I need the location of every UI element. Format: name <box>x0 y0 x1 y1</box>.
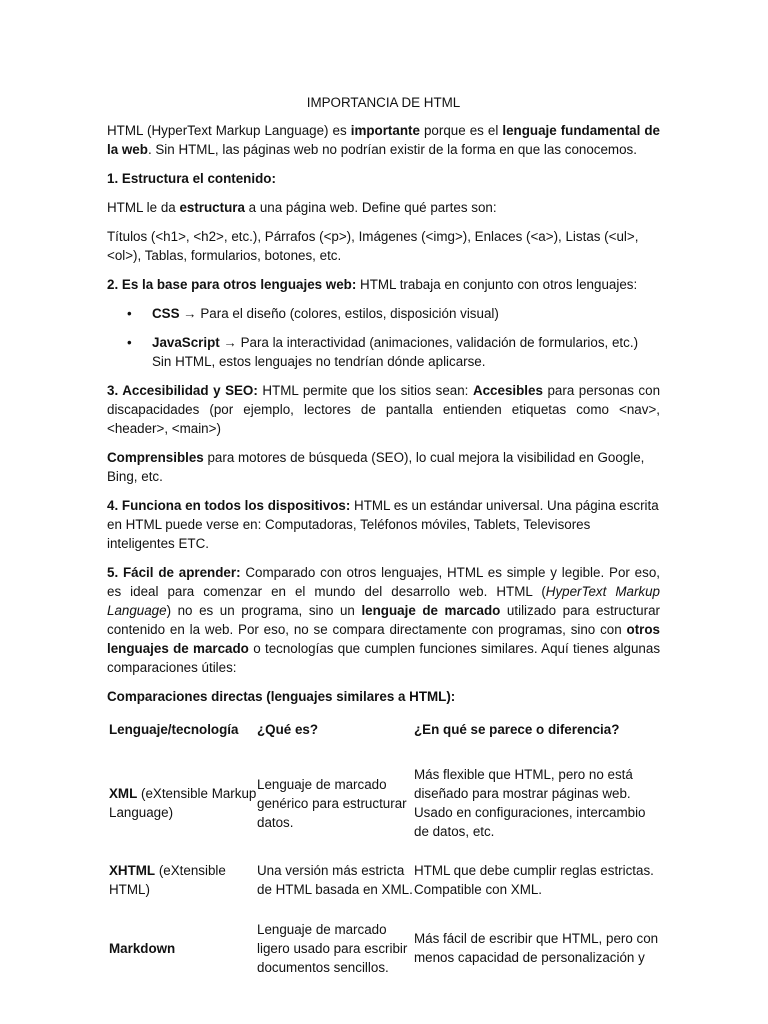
body-text: HTML trabaja en conjunto con otros lenguajes: <box>356 277 638 292</box>
intro-paragraph <box>107 121 660 159</box>
section-1-elements-paragraph: Títulos (<h1>, <h2>, etc.), Párrafos (<p>), Imágenes (<img>), Enlaces (<a>), Listas (<ul>, <ol>), Tablas, formularios, botones, etc. <box>107 229 639 263</box>
heading-text: 1. Estructura el contenido: <box>107 171 276 186</box>
section-1-paragraph <box>107 198 660 217</box>
body-text: utilizado para estructurar contenido en la web. Por eso, no se compara directamente con programas, sino con <box>107 603 660 637</box>
table-header-cell: ¿Qué es? <box>257 722 319 737</box>
table-cell-diff: Más fácil de escribir que HTML, pero con menos capacidad de personalización y <box>414 931 659 965</box>
intro-text: porque es el <box>419 123 503 138</box>
table-header-row <box>109 720 664 758</box>
language-fullname: (eXtensible Markup Language) <box>109 786 257 820</box>
section-4-paragraph <box>107 496 660 553</box>
table-cell-diff: HTML que debe cumplir reglas estrictas. Compatible con XML. <box>414 863 654 897</box>
section-1-heading <box>107 169 660 188</box>
table-cell-what: Una versión más estricta de HTML basada en XML. <box>257 863 413 897</box>
intro-text: HTML (HyperText Markup Language) es <box>107 123 351 138</box>
bold-otros-lenguajes: otros lenguajes de marcado <box>107 622 660 656</box>
intro-bold-importante: importante <box>350 123 420 138</box>
table-row <box>109 758 664 848</box>
heading-text: 5. Fácil de aprender: <box>107 565 241 580</box>
heading-text: 3. Accesibilidad y SEO: <box>107 383 258 398</box>
table-row <box>109 906 664 990</box>
body-text: para personas con discapacidades (por ejemplo, lectores de pantalla entienden etiquetas como <nav>, <header>, <main>) <box>107 383 661 436</box>
body-text: Comparado con otros lenguajes, HTML es simple y legible. Por eso, es ideal para comenzar en el mundo del desarrollo web. HTML ( <box>107 565 660 599</box>
heading-text: 2. Es la base para otros lenguajes web: <box>107 277 357 292</box>
document-title: IMPORTANCIA DE HTML <box>306 95 461 110</box>
comparison-table <box>109 720 664 990</box>
bullet-icon: • <box>127 306 132 321</box>
bullet-icon: • <box>127 335 132 350</box>
section-5-paragraph <box>107 563 660 677</box>
table-row <box>109 848 664 906</box>
language-name: Markdown <box>109 940 176 956</box>
list-item <box>107 304 660 323</box>
heading-text: 4. Funciona en todos los dispositivos: <box>107 498 351 513</box>
bold-estructura: estructura <box>179 200 245 215</box>
language-fullname: (eXtensible HTML) <box>109 863 226 897</box>
bullet-term: JavaScript <box>152 335 220 350</box>
table-cell-what: Lenguaje de marcado genérico para estructurar datos. <box>257 776 407 830</box>
body-text: HTML le da <box>107 200 180 215</box>
table-header-cell: Lenguaje/tecnología <box>109 722 239 737</box>
bold-lenguaje-marcado: lenguaje de marcado <box>361 603 501 618</box>
bullet-text: → Para la interactividad (animaciones, validación de formularios, etc.) Sin HTML, estos lenguajes no tendrían dónde aplicarse. <box>152 335 639 369</box>
heading-text: Comparaciones directas (lenguajes similares a HTML): <box>107 689 456 704</box>
table-cell-language <box>109 906 257 990</box>
intro-bold-fundamental: lenguaje fundamental de la web <box>107 123 660 157</box>
table-cell-what: Lenguaje de marcado ligero usado para escribir documentos sencillos. <box>257 921 408 975</box>
language-name: XHTML <box>109 863 156 878</box>
bold-comprensibles: Comprensibles <box>107 450 204 465</box>
section-3-paragraph <box>107 381 660 438</box>
body-text: HTML permite que los sitios sean: <box>257 383 473 398</box>
document-page <box>107 90 660 990</box>
body-text: HTML es un estándar universal. Una página escrita en HTML puede verse en: Computadoras, Teléfonos móviles, Tablets, Televisores inteligentes ETC. <box>107 498 659 551</box>
body-text: ) no es un programa, sino un <box>166 603 362 618</box>
bold-accesibles: Accesibles <box>472 383 543 398</box>
language-name: XML <box>109 786 138 801</box>
bullet-text: → Para el diseño (colores, estilos, disposición visual) <box>179 306 499 321</box>
body-text: a una página web. Define qué partes son: <box>244 200 497 215</box>
list-item <box>107 333 660 371</box>
bullet-term: CSS <box>152 306 180 321</box>
section-2-paragraph <box>107 275 660 294</box>
table-cell-language <box>109 758 257 848</box>
italic-hypertext: HyperText Markup Language <box>107 584 660 618</box>
table-cell-language <box>109 848 257 906</box>
intro-text: . Sin HTML, las páginas web no podrían existir de la forma en que las conocemos. <box>147 142 637 157</box>
body-text: o tecnologías que cumplen funciones similares. Aquí tienes algunas comparaciones útiles: <box>107 641 661 675</box>
body-text: para motores de búsqueda (SEO), lo cual mejora la visibilidad en Google, Bing, etc. <box>107 450 645 484</box>
section-2-bullet-list <box>107 304 660 371</box>
table-cell-diff: Más flexible que HTML, pero no está diseñado para mostrar páginas web. Usado en configuraciones, intercambio de datos, etc. <box>414 767 646 839</box>
comparisons-heading <box>107 687 660 706</box>
table-header-cell: ¿En qué se parece o diferencia? <box>414 722 620 737</box>
section-3-seo-paragraph <box>107 448 660 486</box>
